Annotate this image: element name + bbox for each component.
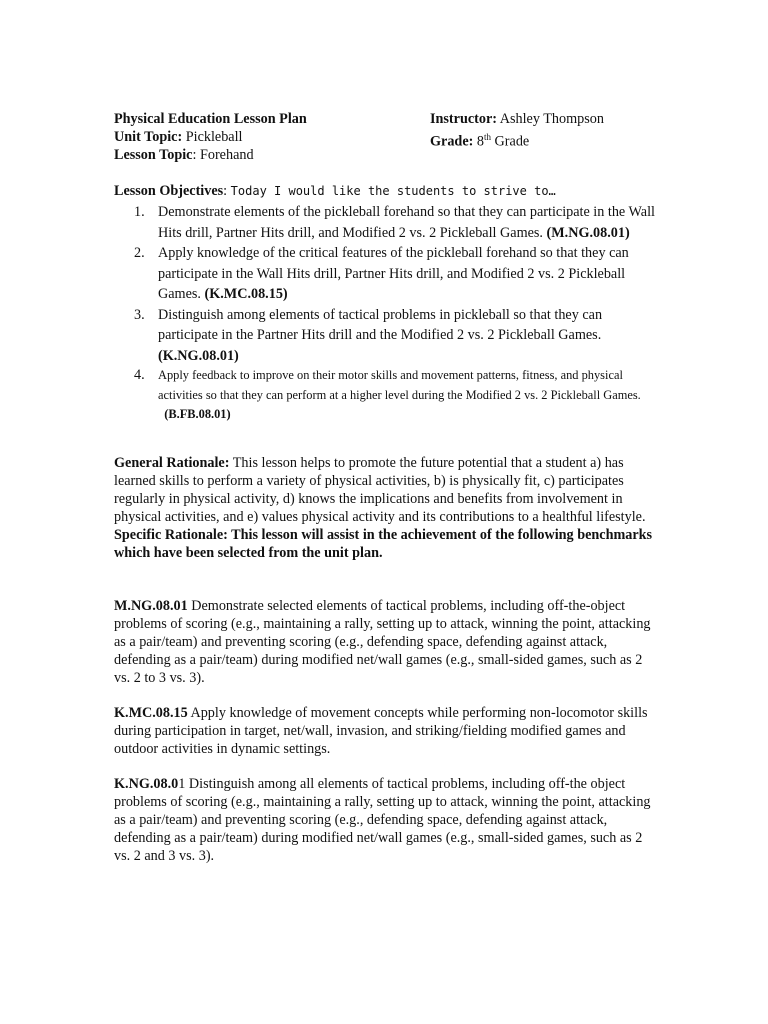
objective-code: (K.MC.08.15) xyxy=(204,286,288,302)
objectives-list xyxy=(114,202,659,425)
benchmark-text: Demonstrate selected elements of tactical problems, including off-the-object problems of scoring (e.g., maintaining a rally, setting up to attack, winning the point, attacking as a pair/team) and preventing scoring (e.g., defending space, defending against attack, defending as a pair/team) during modified net/wall games (e.g., small-sided games, such as 2 vs. 2 to 3 vs. 3). xyxy=(114,598,651,686)
benchmark-code: M.NG.08.01 xyxy=(114,598,188,614)
header-row-3: Lesson Topic: Forehand xyxy=(114,147,254,163)
objective-code: (M.NG.08.01) xyxy=(546,224,630,241)
header-row-2 xyxy=(114,128,674,150)
grade-number: 8 xyxy=(476,133,484,150)
grade-suffix: th xyxy=(483,132,491,142)
objective-item xyxy=(114,305,659,367)
objectives-heading-line: Lesson Objectives: Today I would like the students to strive to… xyxy=(114,183,556,199)
header-row-1 xyxy=(114,110,674,128)
objective-code: (K.NG.08.01) xyxy=(158,347,239,364)
benchmark-kng xyxy=(114,775,659,865)
benchmark-text: Apply knowledge of movement concepts while performing non-locomotor skills during participation in target, net/wall, invasion, and striking/fielding modified games and outdoor activities in dynamic settings. xyxy=(114,705,648,757)
objective-item xyxy=(114,202,659,243)
unit-value: Pickleball xyxy=(185,129,243,145)
objective-code: (B.FB.08.01) xyxy=(164,407,231,421)
objective-text: Apply knowledge of the critical features of the pickleball forehand so that they can participate in the Wall Hits drill, Partner Hits drill, and Modified 2 vs. 2 Pickleball Games. xyxy=(158,245,629,302)
specific-rationale xyxy=(114,526,659,562)
objective-text: Apply feedback to improve on their motor skills and movement patterns, fitness, and physical activities so that they can perform at a higher level during the Modified 2 vs. 2 Pickleball Games. xyxy=(158,368,641,402)
general-rationale xyxy=(114,454,659,526)
benchmark-kmc xyxy=(114,704,659,758)
objective-number: 1. xyxy=(134,204,145,220)
objective-item xyxy=(114,243,659,305)
instructor-field xyxy=(430,110,604,128)
unit-label: Unit Topic: xyxy=(114,129,183,145)
benchmark-code: K.NG.08.0 xyxy=(114,776,179,792)
objective-number: 4. xyxy=(134,367,145,383)
lesson-topic-value: Forehand xyxy=(199,147,254,163)
lesson-objectives xyxy=(114,182,659,425)
general-rationale-label: General Rationale: xyxy=(114,455,230,471)
specific-rationale-text: Specific Rationale: This lesson will assist in the achievement of the following benchmarks which have been selected from the unit plan. xyxy=(114,527,653,561)
lesson-header xyxy=(114,110,674,164)
benchmark-mng xyxy=(114,597,659,687)
benchmark-code: K.MC.08.15 xyxy=(114,705,188,721)
instructor-label: Instructor: xyxy=(430,111,497,127)
instructor-value: Ashley Thompson xyxy=(499,111,604,127)
general-rationale-text: This lesson helps to promote the future potential that a student a) has learned skills to perform a variety of physical activities, b) is physically fit, c) participates regularly in physical activity, d) knows the implications and benefits from involvement in physical activities, and e) values physical activity and its contributions to a healthful lifestyle. xyxy=(114,455,646,525)
document-title: Physical Education Lesson Plan xyxy=(114,111,307,127)
objective-text: Distinguish among elements of tactical problems in pickleball so that they can participate in the Partner Hits drill and the Modified 2 vs. 2 Pickleball Games. xyxy=(158,306,603,343)
objectives-intro: Today I would like the students to strive to… xyxy=(230,184,556,198)
rationale-section xyxy=(114,454,659,562)
objective-number: 3. xyxy=(134,306,145,323)
grade-word: Grade xyxy=(494,133,530,150)
objective-text: Demonstrate elements of the pickleball forehand so that they can participate in the Wall Hits drill, Partner Hits drill, and Modified 2 vs. 2 Pickleball Games. xyxy=(158,204,655,241)
objectives-heading: Lesson Objectives xyxy=(114,183,224,199)
benchmark-text: 1 Distinguish among all elements of tactical problems, including off-the object problems of scoring (e.g., maintaining a rally, setting up to attack, winning the point, attacking as a pair/team) and preventing scoring (e.g., defending space, defending against attack, defending as a pair/team) during modified net/wall games (e.g., small-sided games, such as 2 vs. 2 and 3 vs. 3). xyxy=(114,776,651,864)
grade-label: Grade: xyxy=(430,133,474,150)
lesson-topic-label: Lesson Topic xyxy=(114,147,193,163)
objective-number: 2. xyxy=(134,245,145,261)
objective-item xyxy=(114,366,659,425)
